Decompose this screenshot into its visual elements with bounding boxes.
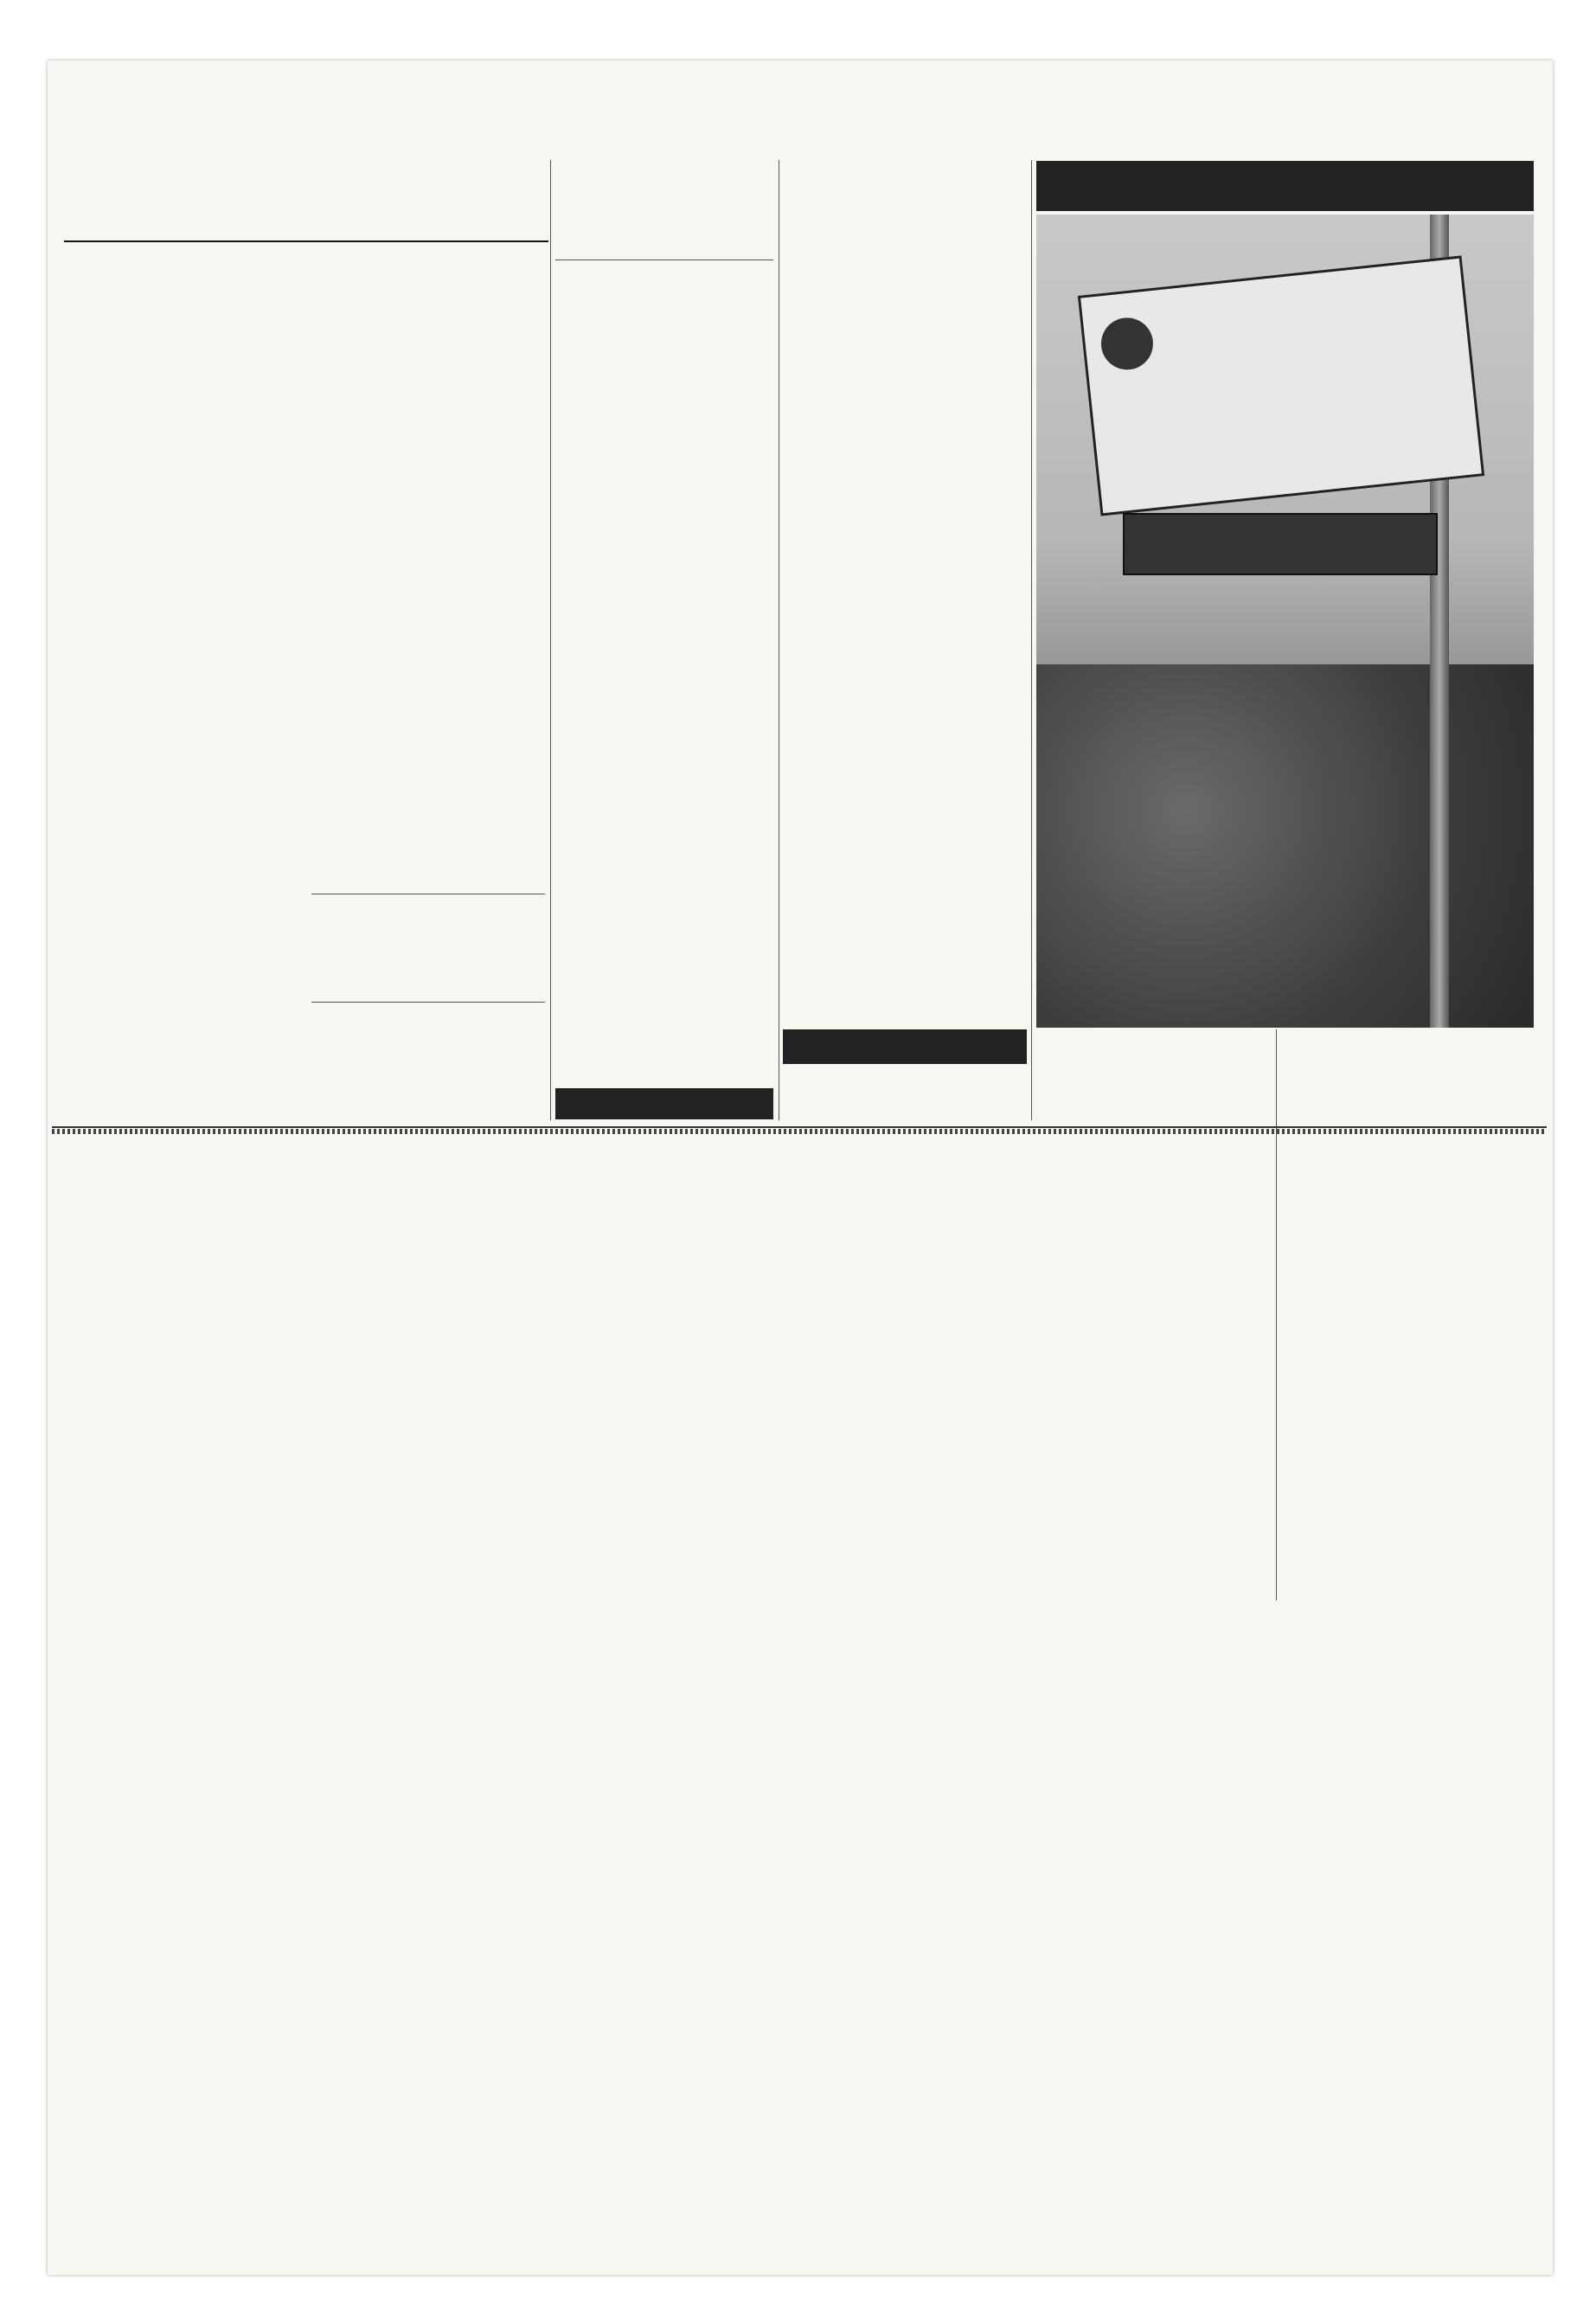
lichtreclame-title xyxy=(1036,161,1534,171)
chinese-muur-col1b xyxy=(64,844,304,1092)
divider xyxy=(311,1002,545,1003)
lichtreclame-photo xyxy=(1036,215,1534,1028)
advert-sign xyxy=(1078,255,1484,516)
masthead-rule xyxy=(64,240,548,242)
lichtreclame-caption xyxy=(1038,950,1531,1024)
section-rule xyxy=(52,1126,1547,1128)
trekvogels-2-banner xyxy=(783,1029,1027,1064)
column-rule xyxy=(1031,160,1032,1120)
trekvogels-1-title xyxy=(555,1088,773,1092)
industrie-board xyxy=(1123,513,1438,575)
voedsel-italic-note xyxy=(783,896,1027,1026)
column-rule xyxy=(550,160,551,1120)
texaco-logo xyxy=(1099,315,1156,372)
column-rule xyxy=(1276,1029,1277,1600)
trekvogels-1-banner xyxy=(555,1088,773,1119)
chinese-muur-col1 xyxy=(64,344,304,820)
trekvogels-2-text xyxy=(783,1069,1027,1123)
voedsel-text xyxy=(783,304,1027,893)
lichtreclame-banner xyxy=(1036,161,1534,211)
kerken-text xyxy=(555,265,773,1061)
masthead xyxy=(64,187,548,237)
chinese-muur-col2 xyxy=(311,292,545,889)
trekvogels-2-title xyxy=(783,1029,1027,1035)
dotted-border xyxy=(52,1129,1547,1134)
hout-bouwbond-text xyxy=(313,1055,545,1125)
